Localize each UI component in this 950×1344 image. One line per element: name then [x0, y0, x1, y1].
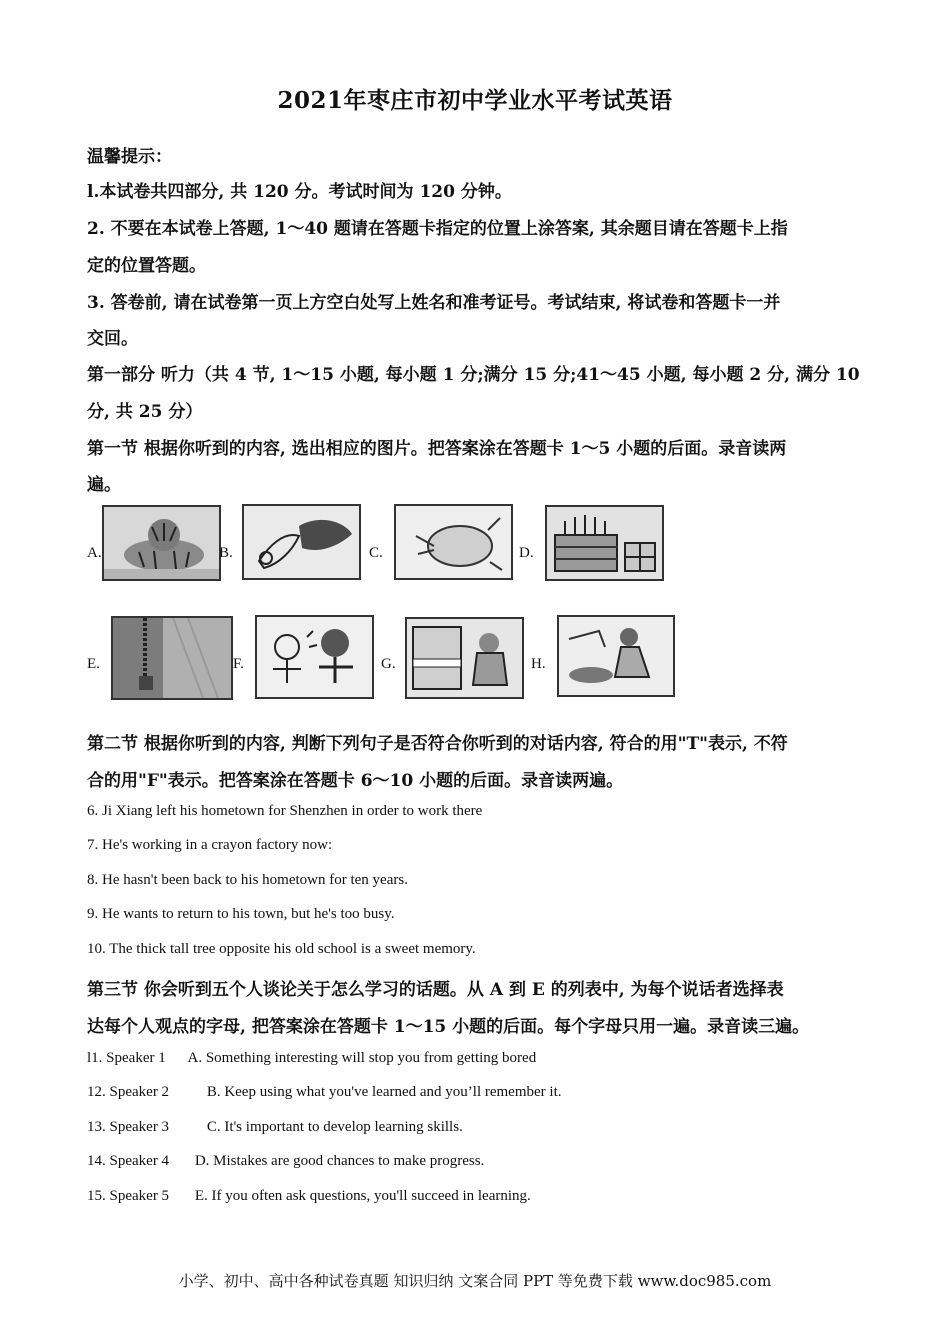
- picture-label-c: C.: [369, 545, 383, 561]
- question-9: 9. He wants to return to his town, but he's too busy.: [87, 906, 395, 922]
- question-7: 7. He's working in a crayon factory now:: [87, 837, 333, 853]
- section1-instructions-line-1: 第一节 根据你听到的内容, 选出相应的图片。把答案涂在答题卡 1～5 小题的后面。录音读两: [87, 439, 787, 459]
- hands-icon: [244, 506, 359, 578]
- question-10: 10. The thick tall tree opposite his old school is a sweet memory.: [87, 941, 476, 957]
- speaker-row-11: [87, 1050, 536, 1067]
- question-6: 6. Ji Xiang left his hometown for Shenzhen in order to work there: [87, 803, 483, 819]
- speaker-option: C. It's important to develop learning skills.: [206, 1119, 463, 1135]
- speaker-row-15: [87, 1188, 531, 1205]
- page-title: 2021年枣庄市初中学业水平考试英语: [277, 87, 673, 114]
- speaker-option: D. Mistakes are good chances to make progress.: [194, 1153, 485, 1169]
- tiger-icon: [104, 507, 219, 579]
- zipper-icon: [113, 618, 231, 698]
- picture-label-f: F.: [233, 656, 244, 672]
- roast-chicken-picture: [394, 504, 513, 580]
- mother-child-icon: [559, 617, 673, 695]
- people-picture: [255, 615, 374, 699]
- piano-icon: [407, 619, 522, 697]
- speaker-row-12: [87, 1084, 562, 1101]
- tip-1: l.本试卷共四部分, 共 120 分。考试时间为 120 分钟。: [87, 182, 512, 202]
- tips-heading: 温馨提示：: [87, 147, 172, 167]
- tiger-picture: [102, 505, 221, 581]
- picture-label-h: H.: [531, 656, 546, 672]
- speaker-label: 14. Speaker 4: [87, 1153, 170, 1169]
- people-icon: [257, 617, 372, 697]
- zipper-picture: [111, 616, 233, 700]
- tip-3-line-2: 交回。: [87, 329, 138, 349]
- birthday-cake-picture: [545, 505, 664, 581]
- speaker-row-13: [87, 1119, 463, 1136]
- speaker-label: 13. Speaker 3: [87, 1119, 170, 1135]
- hands-picture: [242, 504, 361, 580]
- speaker-option: E. If you often ask questions, you'll succeed in learning.: [194, 1188, 531, 1204]
- picture-label-d: D.: [519, 545, 534, 561]
- section1-instructions-line-2: 遍。: [87, 475, 121, 495]
- picture-label-g: G.: [381, 656, 396, 672]
- speaker-label: l1. Speaker 1: [87, 1050, 166, 1066]
- picture-label-e: E.: [87, 656, 100, 672]
- piano-picture: [405, 617, 524, 699]
- section3-instructions-line-1: 第三节 你会听到五个人谈论关于怎么学习的话题。从 A 到 E 的列表中, 为每个说话者选择表: [87, 980, 784, 1000]
- speaker-option: B. Keep using what you've learned and you’ll remember it.: [206, 1084, 562, 1100]
- speaker-option: A. Something interesting will stop you from getting bored: [187, 1050, 537, 1066]
- page-footer: 小学、初中、高中各种试卷真题 知识归纳 文案合同 PPT 等免费下载 www.doc985.com: [178, 1272, 772, 1290]
- section3-instructions-line-2: 达每个人观点的字母, 把答案涂在答题卡 1～15 小题的后面。每个字母只用一遍。录音读三遍。: [87, 1017, 810, 1037]
- section2-instructions-line-2: 合的用"F"表示。把答案涂在答题卡 6～10 小题的后面。录音读两遍。: [87, 771, 624, 791]
- tip-3-line-1: 3. 答卷前, 请在试卷第一页上方空白处写上姓名和准考证号。考试结束, 将试卷和答题卡一并: [87, 293, 781, 313]
- picture-label-a: A.: [87, 545, 102, 561]
- speaker-row-14: [87, 1153, 484, 1170]
- picture-label-b: B.: [219, 545, 233, 561]
- speaker-label: 12. Speaker 2: [87, 1084, 170, 1100]
- question-8: 8. He hasn't been back to his hometown for ten years.: [87, 872, 408, 888]
- tip-2-line-2: 定的位置答题。: [87, 256, 206, 276]
- tip-2-line-1: 2. 不要在本试卷上答题, 1～40 题请在答题卡指定的位置上涂答案, 其余题目请在答题卡上指: [87, 219, 788, 239]
- roast-chicken-icon: [396, 506, 511, 578]
- section2-instructions-line-1: 第二节 根据你听到的内容, 判断下列句子是否符合你听到的对话内容, 符合的用"T"表示, 不符: [87, 734, 788, 754]
- birthday-cake-icon: [547, 507, 662, 579]
- mother-child-picture: [557, 615, 675, 697]
- part1-heading-line-1: 第一部分 听力（共 4 节, 1～15 小题, 每小题 1 分;满分 15 分;41～45 小题, 每小题 2 分, 满分 10: [87, 365, 860, 385]
- speaker-label: 15. Speaker 5: [87, 1188, 170, 1204]
- part1-heading-line-2: 分, 共 25 分）: [87, 402, 203, 422]
